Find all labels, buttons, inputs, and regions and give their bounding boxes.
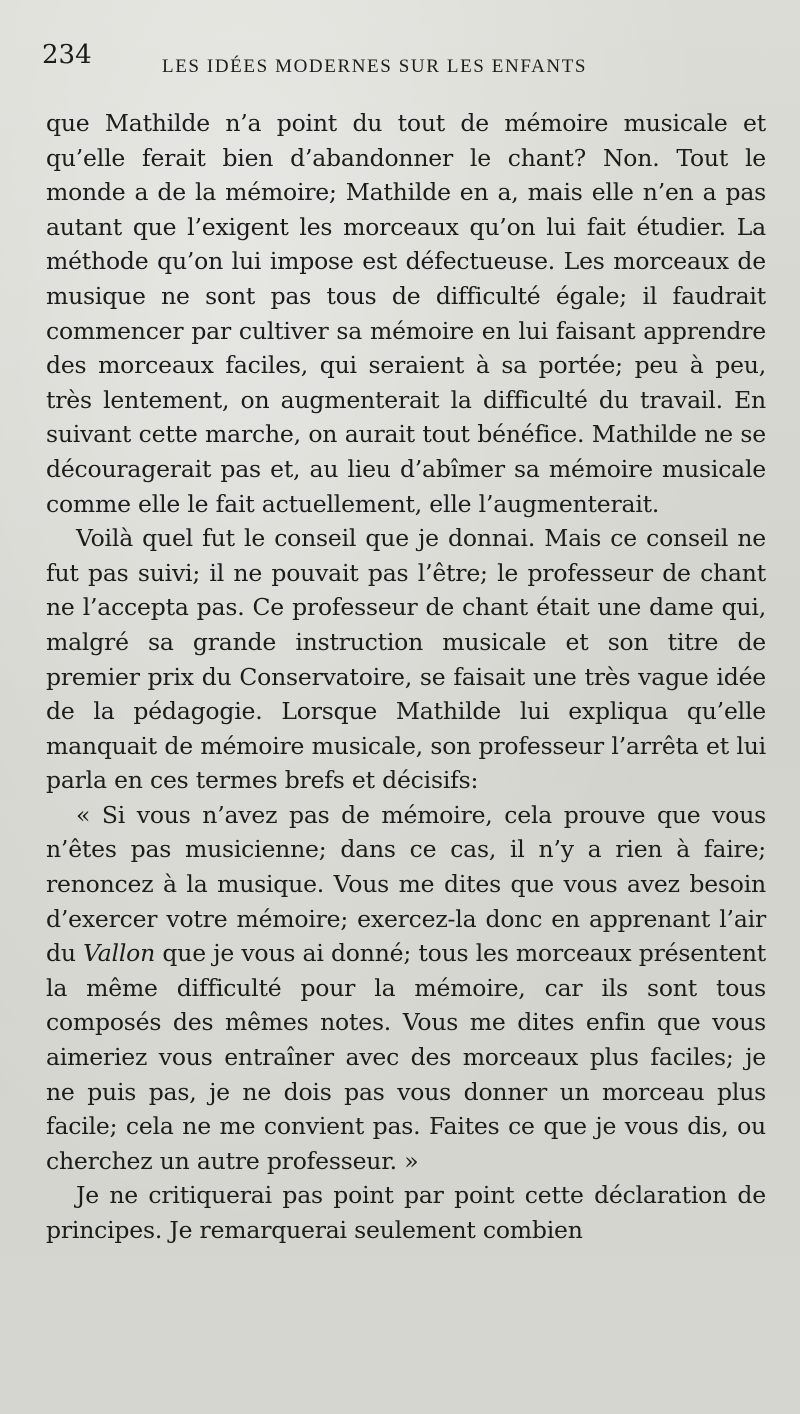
paragraph-1: que Mathilde n’a point du tout de mémoire musicale et qu’elle ferait bien d’abandonner le chant? Non. Tout le monde a de la mémoire; Mathilde en a, mais elle n’en a pas autant que l’exigent les morceaux qu’on lui fait étudier. La méthode qu’on lui impose est défectueuse. Les morceaux de musique ne sont pas tous de difficulté égale; il faudrait commencer par cultiver sa mémoire en lui faisant apprendre des morceaux faciles, qui seraient à sa portée; peu à peu, très lentement, on augmenterait la difficulté du travail. En suivant cette marche, on aurait tout bénéfice. Mathilde ne se découragerait pas et, au lieu d’abîmer sa mémoire musicale comme elle le fait actuellement, elle l’augmenterait.: [46, 109, 766, 518]
paragraph-3-quotation: [46, 798, 766, 1179]
page-header: [42, 40, 762, 84]
running-title: LES IDÉES MODERNES SUR LES ENFANTS: [162, 56, 588, 77]
song-title-italic: Vallon: [83, 939, 156, 968]
paragraph-4: Je ne critiquerai pas point par point cette déclaration de principes. Je remarquerai seulement combien: [46, 1181, 766, 1244]
body-text: [46, 106, 766, 1248]
quotation-text-start: « Si vous n’avez pas de mémoire, cela prouve que vous n’êtes pas musicienne; dans ce cas, il n’y a rien à faire; renoncez à la musique. Vous me dites que vous avez besoin d’exercer votre mémoire; exercez-la donc en apprenant l’air du: [46, 800, 766, 968]
paragraph-2: Voilà quel fut le conseil que je donnai. Mais ce conseil ne fut pas suivi; il ne pouvait pas l’être; le professeur de chant ne l’accepta pas. Ce professeur de chant était une dame qui, malgré sa grande instruction musicale et son titre de premier prix du Conservatoire, se faisait une très vague idée de la pédagogie. Lorsque Mathilde lui expliqua qu’elle manquait de mémoire musicale, son professeur l’arrêta et lui parla en ces termes brefs et décisifs:: [46, 524, 766, 795]
page-number: 234: [42, 40, 92, 70]
quotation-text-end: que je vous ai donné; tous les morceaux présentent la même difficulté pour la mémoire, car ils sont tous composés des mêmes notes. Vous me dites enfin que vous aimeriez vous entraîner avec des morceaux plus faciles; je ne puis pas, je ne dois pas vous donner un morceau plus facile; cela ne me convient pas. Faites ce que je vous dis, ou cherchez un autre professeur. »: [46, 939, 766, 1175]
